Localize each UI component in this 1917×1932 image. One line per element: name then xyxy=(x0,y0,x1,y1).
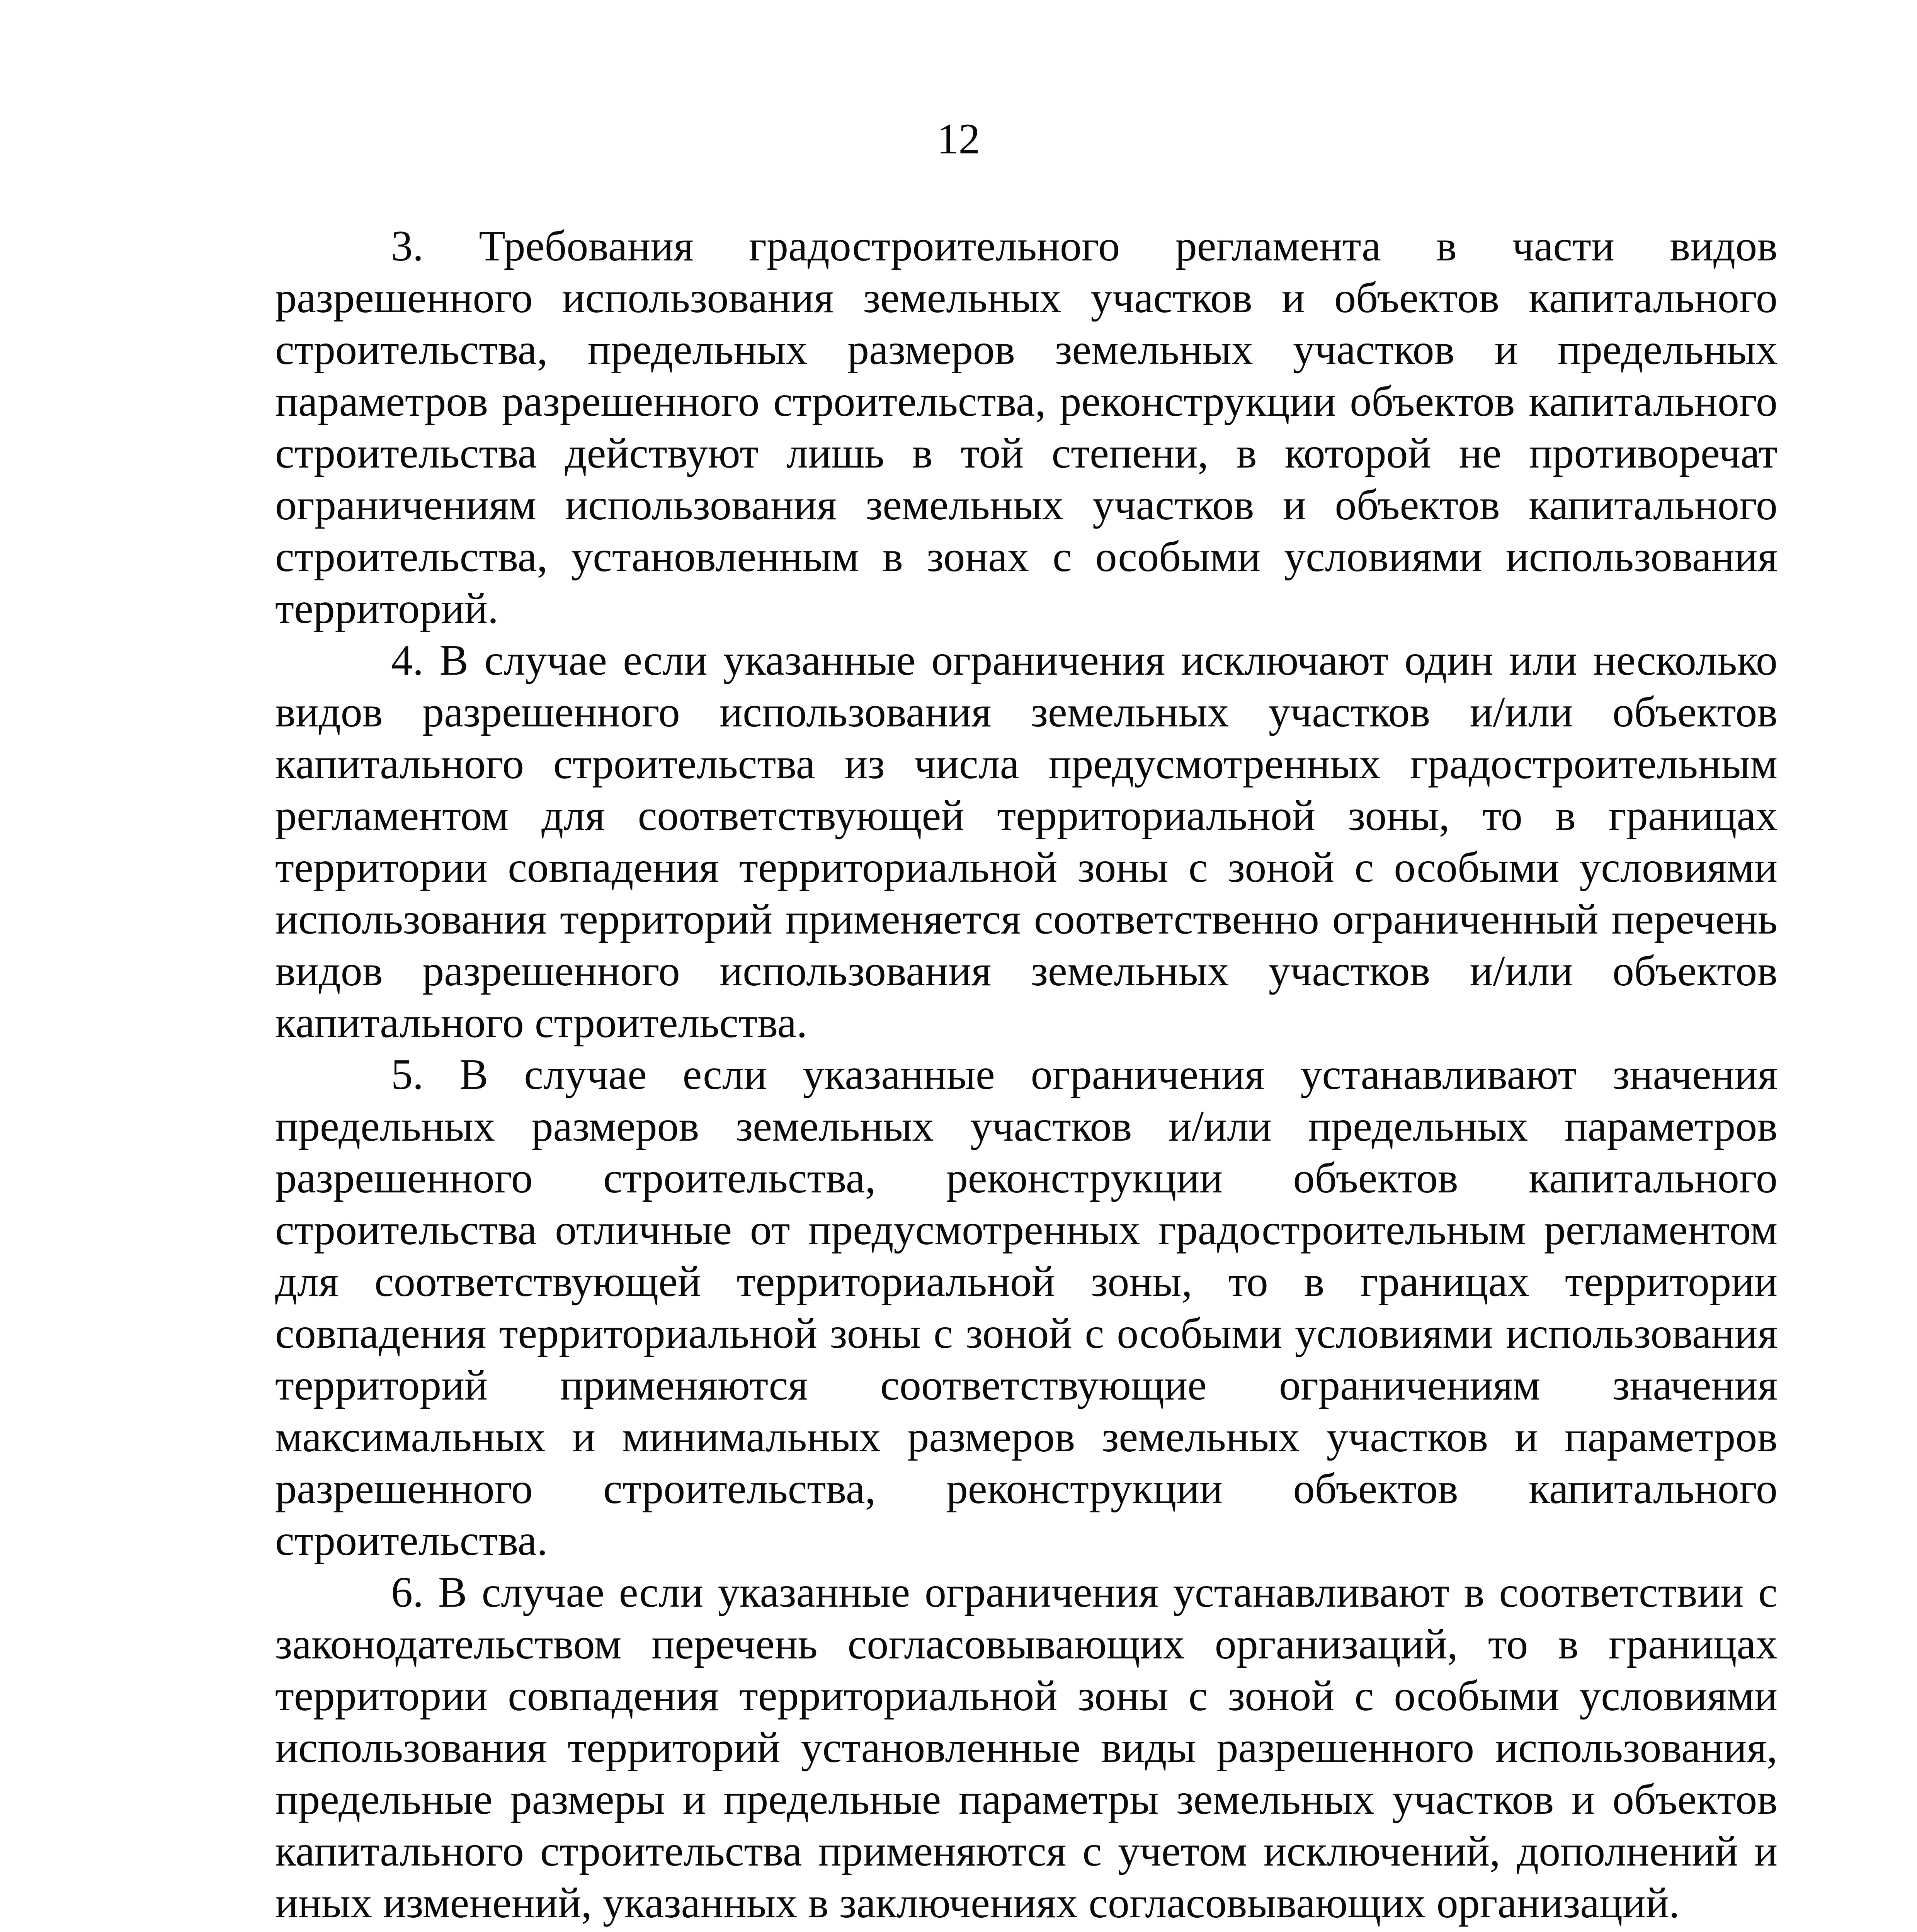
article-heading xyxy=(275,1929,1778,1932)
paragraph-item-3: 3. Требования градостроительного регламента в части видов разрешенного использования земельных участков и объектов капитального строительства, предельных размеров земельных участков и предельных параметров разрешенного строительства, реконструкции объектов капитального строительства действуют лишь в той степени, в которой не противоречат ограничениям использования земельных участков и объектов капитального строительства, установленным в зонах с особыми условиями использования территорий. xyxy=(275,222,1778,633)
paragraph-item-6: 6. В случае если указанные ограничения устанавливают в соответствии с законодательством перечень согласовывающих организаций, то в границах территории совпадения территориальной зоны с зоной с особыми условиями использования территорий установленные виды разрешенного использования, предельные размеры и предельные параметры земельных участков и объектов капитального строительства применяются с учетом исключений, дополнений и иных изменений, указанных в заключениях согласовывающих организаций. xyxy=(275,1568,1778,1927)
paragraph-item-4: 4. В случае если указанные ограничения исключают один или несколько видов разрешенного использования земельных участков и/или объектов капитального строительства из числа предусмотренных градостроительным регламентом для соответствующей территориальной зоны, то в границах территории совпадения территориальной зоны с зоной с особыми условиями использования территорий применяется соответственно ограниченный перечень видов разрешенного использования земельных участков и/или объектов капитального строительства. xyxy=(275,636,1778,1047)
page-number: 12 xyxy=(937,115,980,163)
paragraph-item-5: 5. В случае если указанные ограничения устанавливают значения предельных размеров земельных участков и/или предельных параметров разрешенного строительства, реконструкции объектов капитального строительства отличные от предусмотренных градостроительным регламентом для соответствующей территориальной зоны, то в границах территории совпадения территориальной зоны с зоной с особыми условиями использования территорий применяются соответствующие ограничениям значения максимальных и минимальных размеров земельных участков и параметров разрешенного строительства, реконструкции объектов капитального строительства. xyxy=(275,1051,1778,1565)
document-body xyxy=(275,220,1778,1932)
